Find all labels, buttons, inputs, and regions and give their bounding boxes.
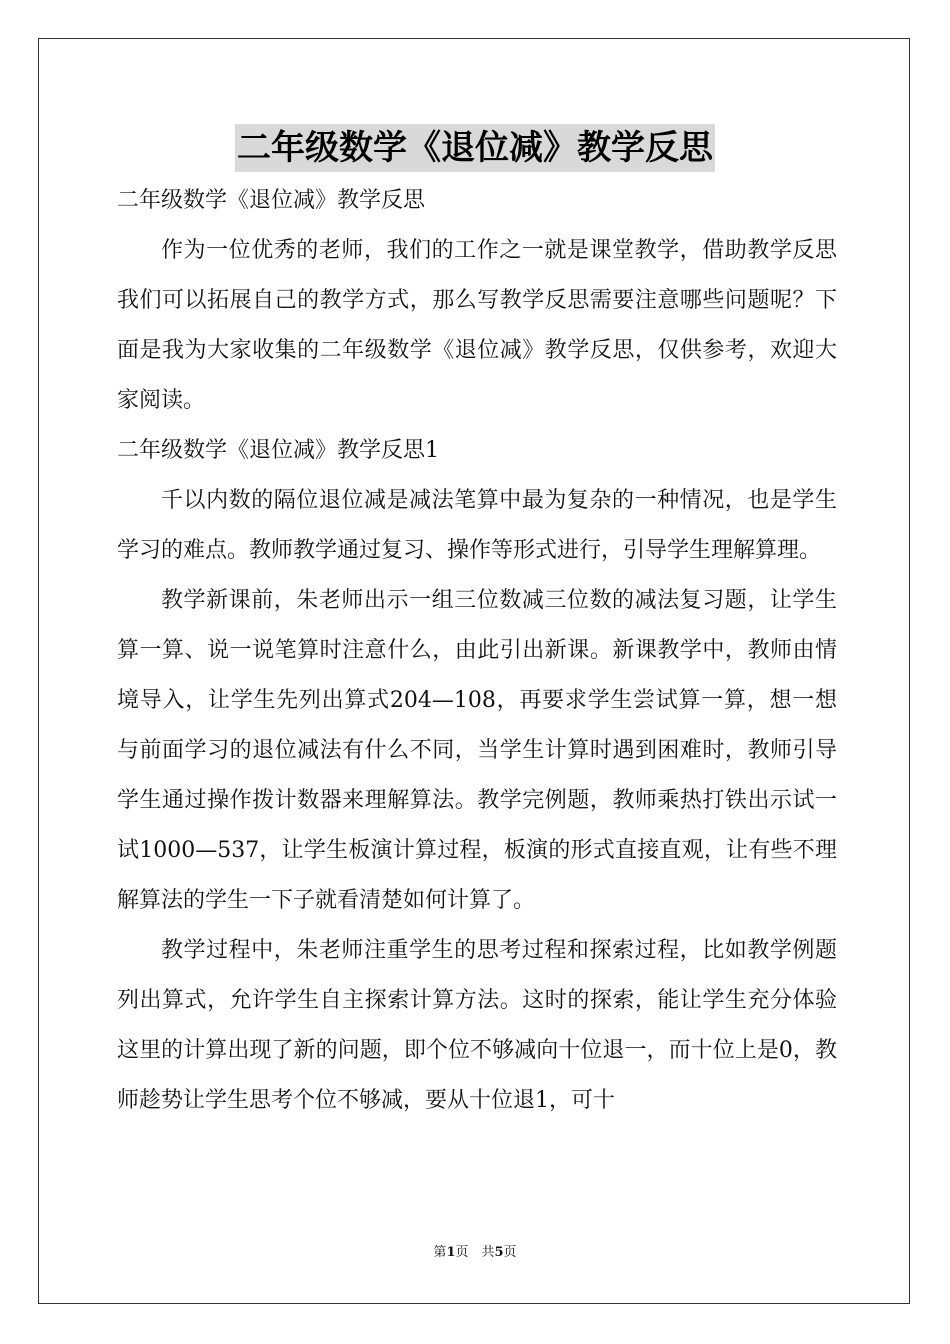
- document-title: 二年级数学《退位减》教学反思: [235, 124, 715, 172]
- current-page-number: 1: [446, 1245, 456, 1260]
- body-paragraph: 教学新课前，朱老师出示一组三位数减三位数的减法复习题，让学生算一算、说一说笔算时注意什么，由此引出新课。新课教学中，教师由情境导入，让学生先列出算式204—108，再要求学生尝试算一算，想一想与前面学习的退位减法有什么不同，当学生计算时遇到困难时，教师引导学生通过操作拨计数器来理解算法。教学完例题，教师乘热打铁出示试一试1000—537，让学生板演计算过程，板演的形式直接直观，让有些不理解算法的学生一下子就看清楚如何计算了。: [117, 588, 837, 913]
- page-footer: [0, 1243, 950, 1263]
- body-paragraph: 千以内数的隔位退位减是减法笔算中最为复杂的一种情况，也是学生学习的难点。教师教学通过复习、操作等形式进行，引导学生理解算理。: [117, 488, 837, 563]
- title-container: [0, 124, 950, 172]
- body-paragraph: 教学过程中，朱老师注重学生的思考过程和探索过程，比如教学例题列出算式，允许学生自主探索计算方法。这时的探索，能让学生充分体验这里的计算出现了新的问题，即个位不够减向十位退一，而十位上是0，教师趁势让学生思考个位不够减，要从十位退1，可十: [117, 938, 837, 1113]
- footer-suffix: 页: [503, 1245, 517, 1260]
- footer-middle: 页 共: [455, 1245, 495, 1260]
- body-paragraph: 作为一位优秀的老师，我们的工作之一就是课堂教学，借助教学反思我们可以拓展自己的教学方式，那么写教学反思需要注意哪些问题呢？下面是我为大家收集的二年级数学《退位减》教学反思，仅供参考，欢迎大家阅读。: [117, 238, 837, 413]
- total-page-number: 5: [494, 1245, 504, 1260]
- section-heading: 二年级数学《退位减》教学反思1: [117, 438, 439, 463]
- document-body: [117, 176, 837, 1126]
- section-heading: 二年级数学《退位减》教学反思: [117, 188, 426, 213]
- footer-prefix: 第: [433, 1245, 447, 1260]
